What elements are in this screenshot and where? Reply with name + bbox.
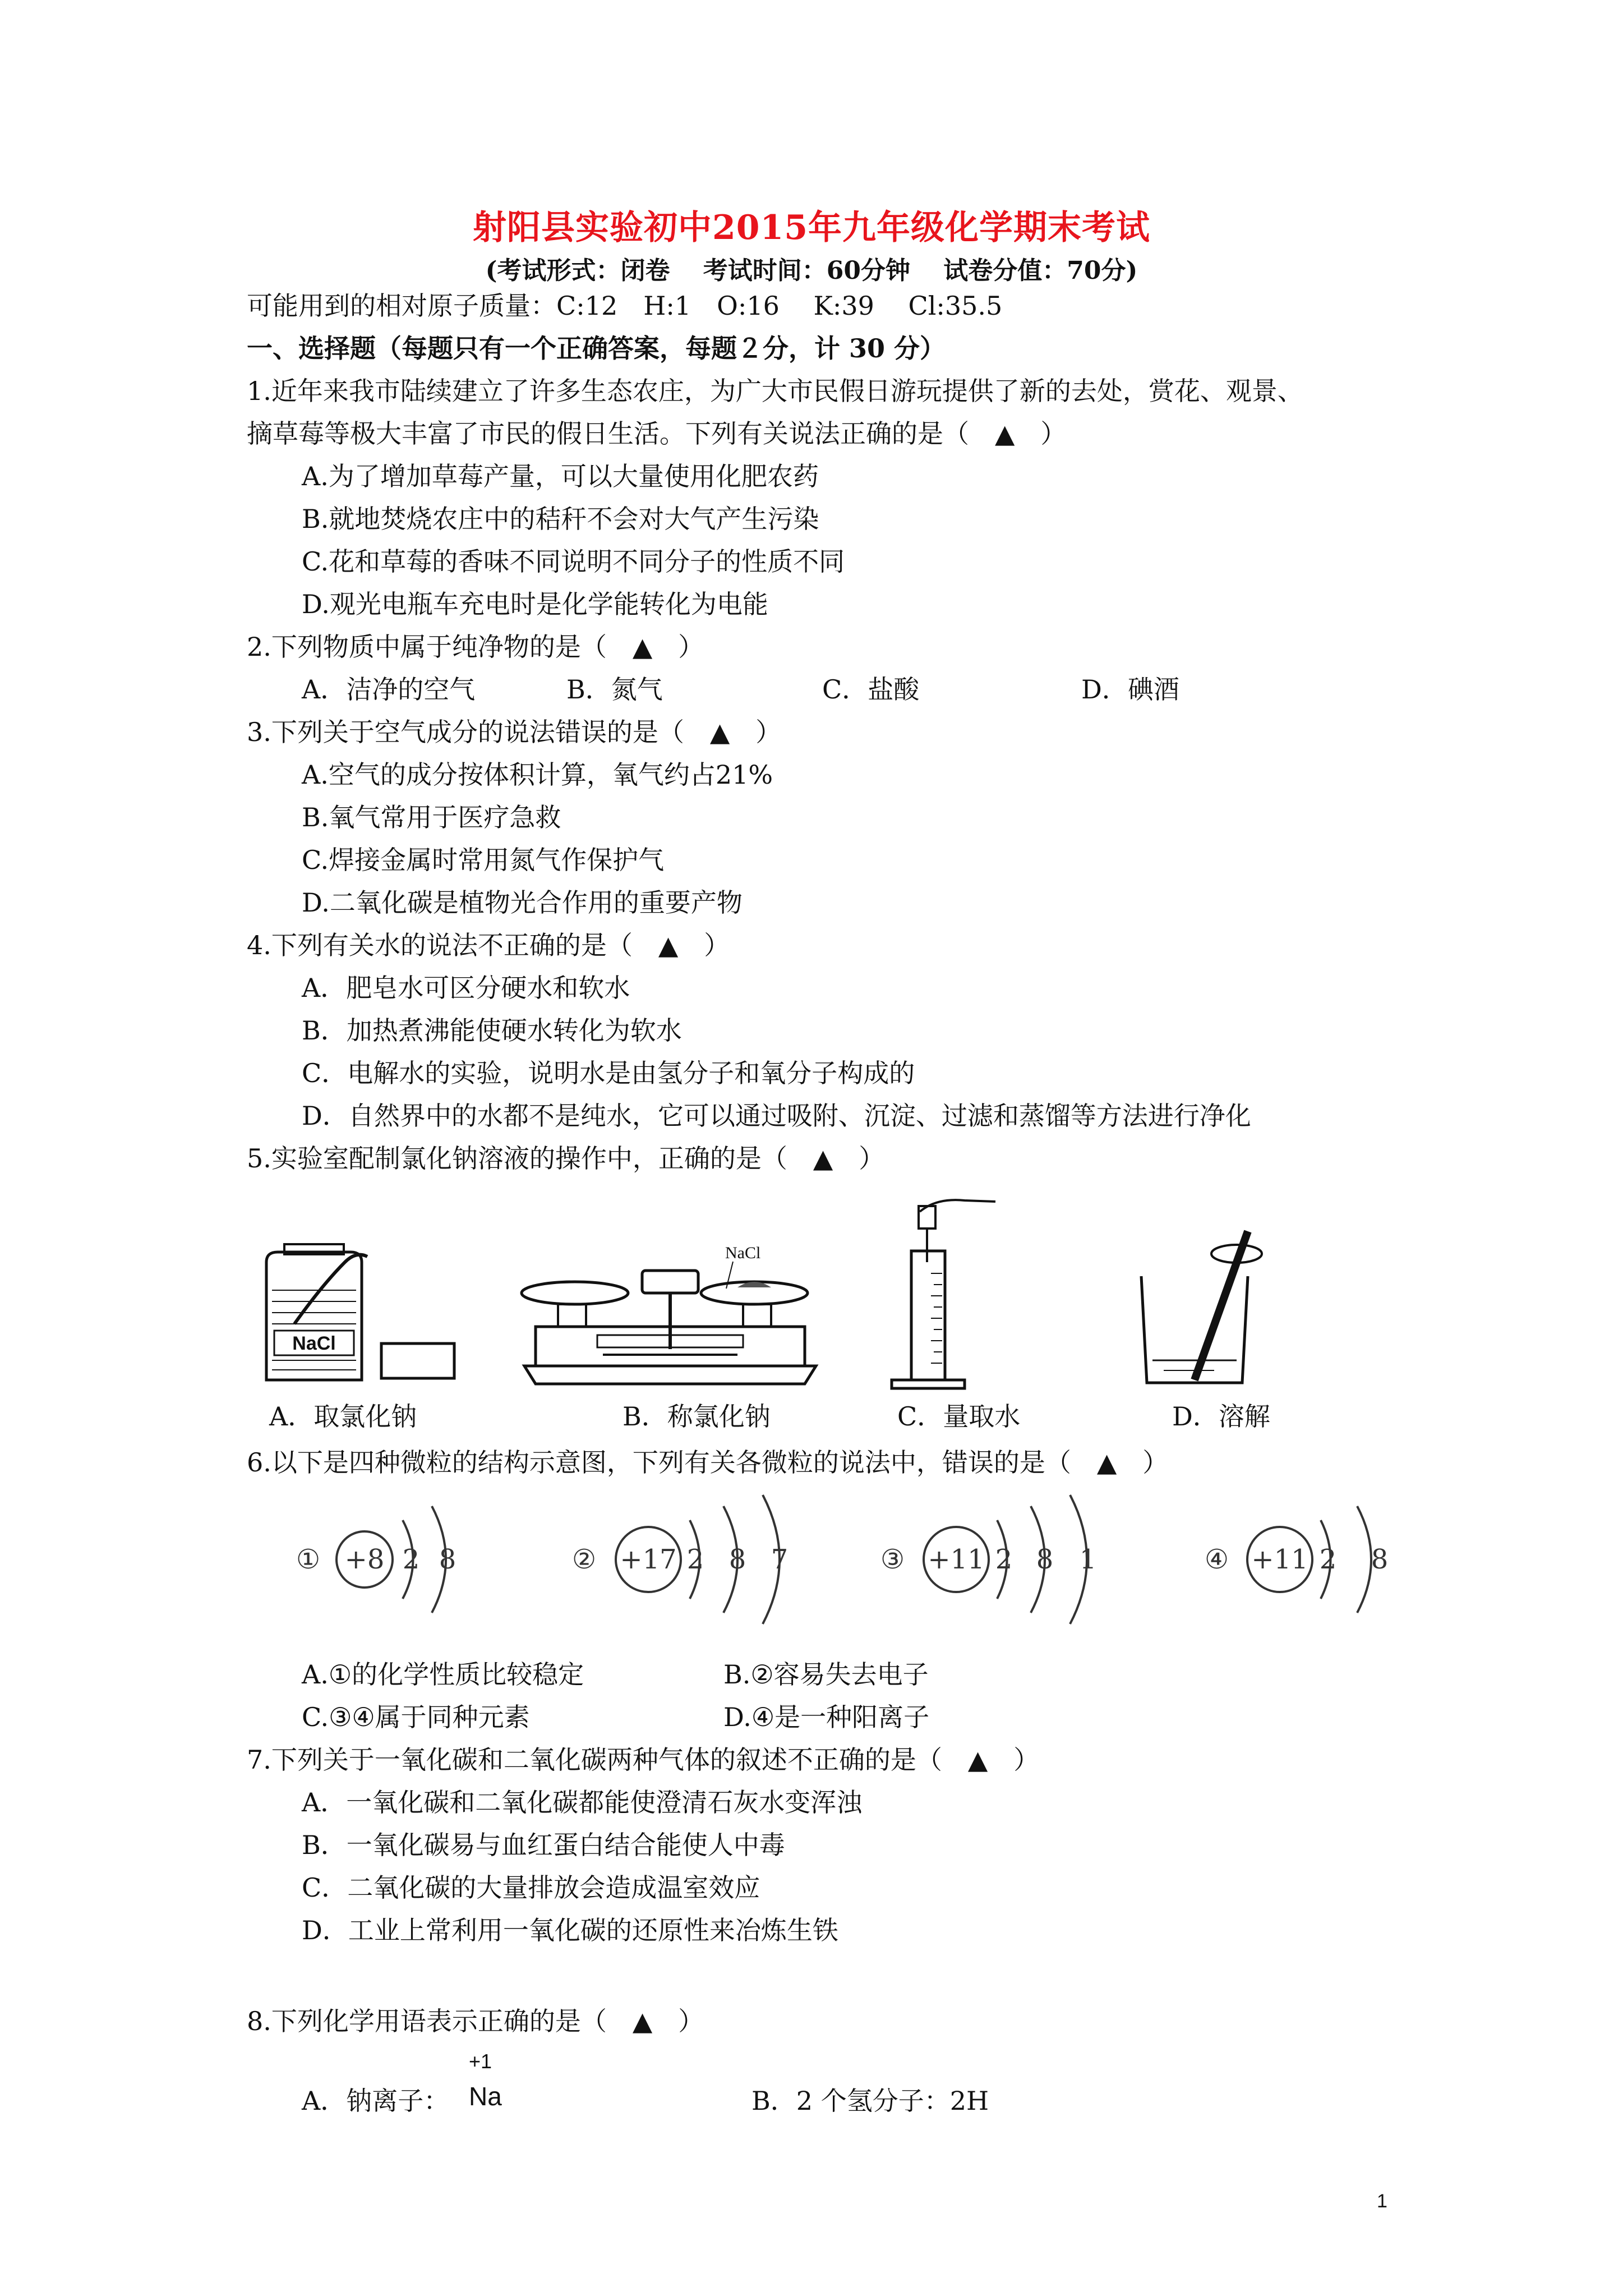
- particle-3-shell-2: 8: [1036, 1544, 1054, 1575]
- q4-stem: 4.下列有关水的说法不正确的是（ ▲ ）: [247, 930, 730, 960]
- q7-option-b: B．一氧化碳易与血红蛋白结合能使人中毒: [302, 1830, 785, 1860]
- q5-option-c: C．量取水: [897, 1401, 1021, 1432]
- q6-option-d: D.④是一种阳离子: [723, 1702, 930, 1732]
- particle-1-nucleus: +8: [344, 1544, 385, 1575]
- q1-stem-line2: 摘草莓等极大丰富了市民的假日生活。下列有关说法正确的是（ ▲ ）: [247, 418, 1067, 449]
- q6-stem: 6.以下是四种微粒的结构示意图，下列有关各微粒的说法中，错误的是（ ▲ ）: [247, 1447, 1169, 1478]
- particle-3-shell-3: 1: [1079, 1544, 1097, 1575]
- particle-structure-diagrams: [292, 1492, 1424, 1632]
- particle-2-shell-3: 7: [771, 1544, 789, 1575]
- reagent-jar-figure: [255, 1240, 474, 1391]
- particle-4-id: ④: [1205, 1544, 1229, 1575]
- q2-option-c: C．盐酸: [822, 674, 920, 705]
- q4-option-d: D．自然界中的水都不是纯水，它可以通过吸附、沉淀、过滤和蒸馏等方法进行净化: [302, 1101, 1251, 1131]
- particle-1-id: ①: [296, 1544, 321, 1575]
- q6-option-b: B.②容易失去电子: [723, 1659, 929, 1690]
- q3-option-a: A.空气的成分按体积计算，氧气约占21%: [302, 760, 773, 790]
- q1-option-a: A.为了增加草莓产量，可以大量使用化肥农药: [302, 461, 819, 491]
- q7-stem: 7.下列关于一氧化碳和二氧化碳两种气体的叙述不正确的是（ ▲ ）: [247, 1745, 1040, 1775]
- q3-option-d: D.二氧化碳是植物光合作用的重要产物: [302, 887, 743, 918]
- q1-option-d: D.观光电瓶车充电时是化学能转化为电能: [302, 589, 768, 619]
- q8-option-a-symbol: Na: [469, 2082, 502, 2111]
- exam-title: 射阳县实验初中2015年九年级化学期末考试: [473, 208, 1150, 247]
- q7-option-a: A．一氧化碳和二氧化碳都能使澄清石灰水变浑浊: [302, 1787, 863, 1818]
- particle-1-shell-2: 8: [439, 1544, 457, 1575]
- q1-option-b: B.就地焚烧农庄中的秸秆不会对大气产生污染: [302, 504, 819, 534]
- particle-4-shell-2: 8: [1371, 1544, 1389, 1575]
- q5-option-d: D．溶解: [1172, 1401, 1270, 1432]
- beaker-figure: [1130, 1220, 1276, 1394]
- particle-1-shell-1: 2: [402, 1544, 420, 1575]
- q2-stem: 2.下列物质中属于纯净物的是（ ▲ ）: [247, 632, 704, 662]
- q3-option-b: B.氧气常用于医疗急救: [302, 802, 561, 832]
- q5-option-b: B．称氯化钠: [623, 1401, 771, 1432]
- q6-option-a: A.①的化学性质比较稳定: [302, 1659, 584, 1690]
- particle-2-id: ②: [572, 1544, 597, 1575]
- section-heading: 一、选择题（每题只有一个正确答案，每题２分，计 30 分）: [247, 333, 946, 364]
- balance-figure: [513, 1237, 827, 1397]
- particle-3-nucleus: +11: [928, 1544, 985, 1575]
- q2-option-d: D．碘酒: [1081, 674, 1179, 705]
- q5-option-a: A．取氯化钠: [269, 1401, 417, 1432]
- q1-option-c: C.花和草莓的香味不同说明不同分子的性质不同: [302, 546, 845, 577]
- q1-stem-line1: 1.近年来我市陆续建立了许多生态农庄，为广大市民假日游玩提供了新的去处，赏花、观景、: [247, 376, 1303, 406]
- q8-option-a-prefix: A．钠离子：: [302, 2086, 450, 2116]
- q8-option-a-charge: +1: [469, 2050, 492, 2073]
- jar-nacl-label: NaCl: [292, 1333, 336, 1354]
- q2-option-b: B．氮气: [566, 674, 663, 705]
- q4-option-b: B．加热煮沸能使硬水转化为软水: [302, 1015, 682, 1046]
- graduated-cylinder-figure: [886, 1195, 998, 1397]
- particle-2-shell-2: 8: [728, 1544, 746, 1575]
- q2-option-a: A．洁净的空气: [302, 674, 476, 705]
- atomic-masses: 可能用到的相对原子质量：C:12 H:1 O:16 K:39 Cl:35.5: [247, 291, 1003, 321]
- particle-3-id: ③: [880, 1544, 905, 1575]
- q4-option-a: A．肥皂水可区分硬水和软水: [302, 973, 630, 1003]
- q3-option-c: C.焊接金属时常用氮气作保护气: [302, 845, 665, 875]
- q5-stem: 5.实验室配制氯化钠溶液的操作中，正确的是（ ▲ ）: [247, 1143, 885, 1174]
- exam-subtitle: (考试形式：闭卷 考试时间：60分钟 试卷分值：70分): [485, 256, 1138, 285]
- q4-option-c: C．电解水的实验，说明水是由氢分子和氧分子构成的: [302, 1058, 915, 1088]
- q7-option-d: D．工业上常利用一氧化碳的还原性来冶炼生铁: [302, 1915, 838, 1945]
- q8-option-b: B．2 个氢分子：2H: [751, 2086, 989, 2116]
- particle-2-shell-1: 2: [686, 1544, 704, 1575]
- q6-option-c: C.③④属于同种元素: [302, 1702, 530, 1732]
- particle-4-shell-1: 2: [1319, 1544, 1337, 1575]
- particle-2-nucleus: +17: [620, 1544, 677, 1575]
- q7-option-c: C．二氧化碳的大量排放会造成温室效应: [302, 1872, 760, 1903]
- particle-4-nucleus: +11: [1251, 1544, 1308, 1575]
- balance-nacl-label: NaCl: [725, 1244, 761, 1262]
- page-number: 1: [1377, 2191, 1387, 2212]
- q8-stem: 8.下列化学用语表示正确的是（ ▲ ）: [247, 2006, 704, 2036]
- particle-3-shell-1: 2: [995, 1544, 1013, 1575]
- q3-stem: 3.下列关于空气成分的说法错误的是（ ▲ ）: [247, 717, 782, 747]
